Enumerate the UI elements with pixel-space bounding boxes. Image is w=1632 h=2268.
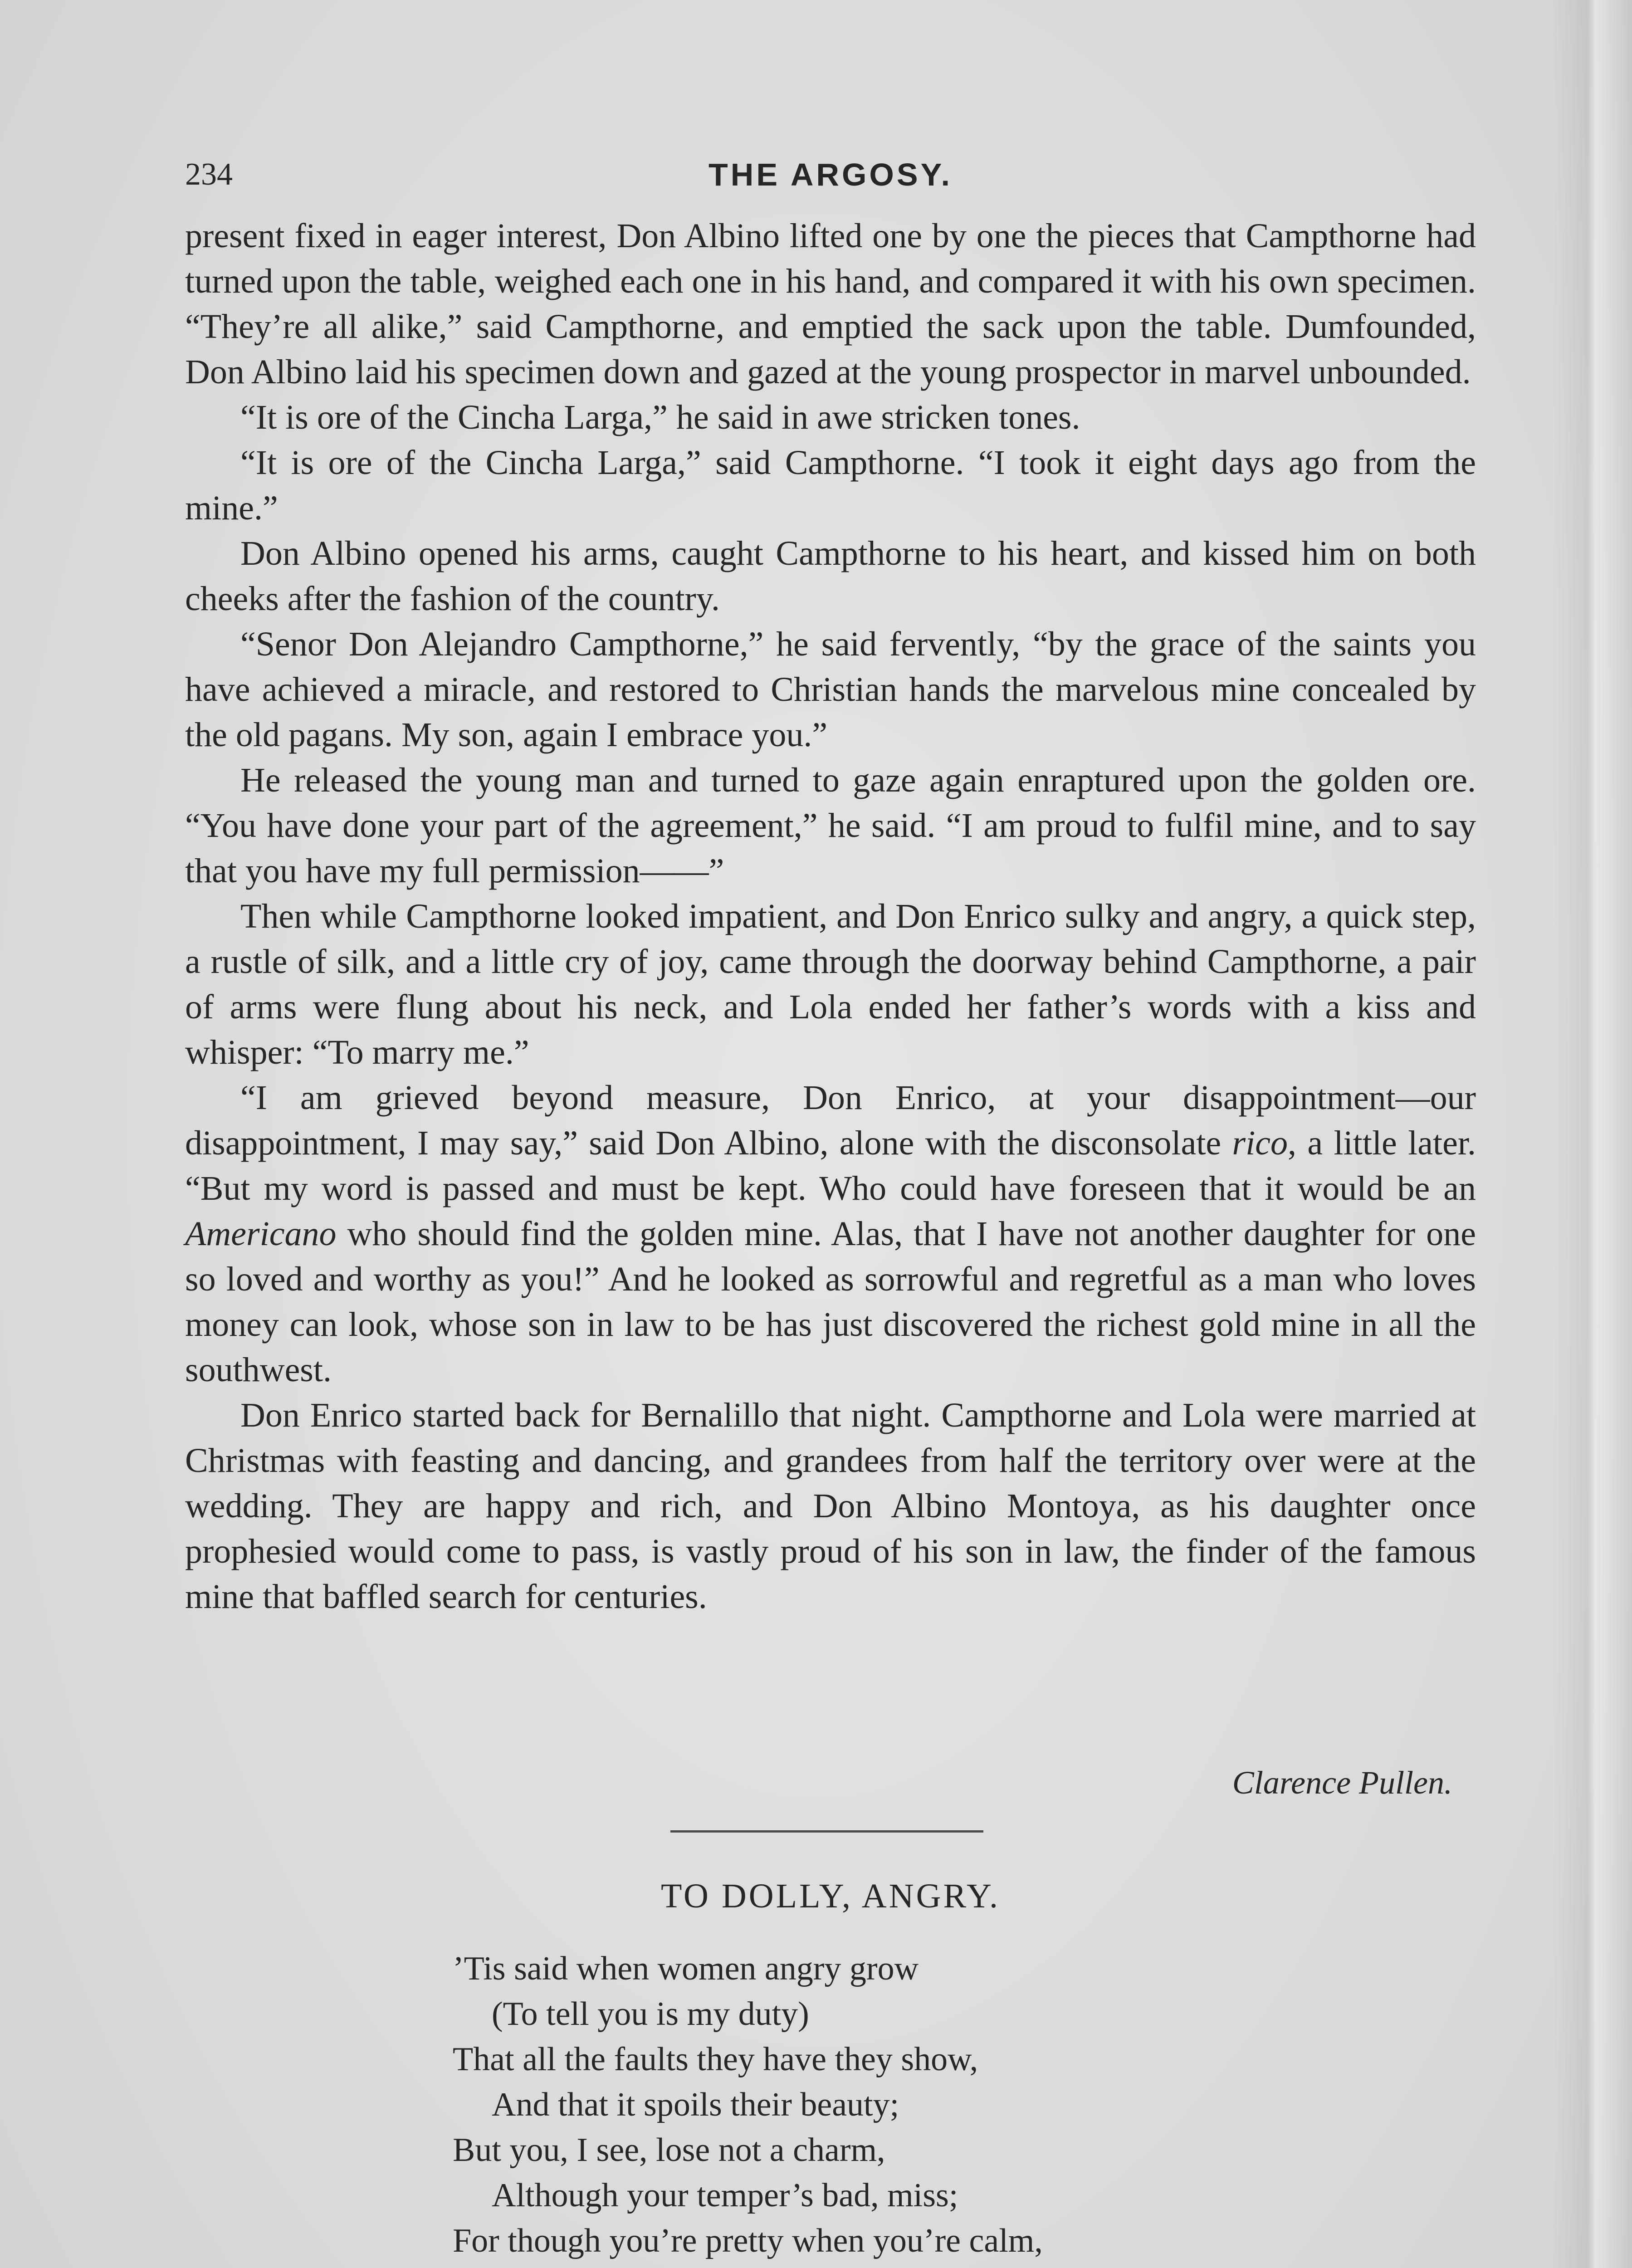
poem-line: (To tell you is my duty) (492, 1995, 809, 2033)
page-number: 234 (185, 157, 233, 192)
poem-line: ’Tis said when women angry grow (453, 1950, 919, 1987)
story-paragraph: Don Enrico started back for Bernalillo that night. Campthorne and Lola were married at Christmas with feasting and dancing, and grandees from half the territory over were at the wedding. They are happy and rich, and Don Albino Montoya, as his daughter once prophesied would come to pass, is vastly proud of his son in law, the finder of the famous mine that baffled search for centuries. (185, 1396, 1476, 1616)
poem-line: And that it spoils their beauty; (492, 2086, 899, 2123)
running-head: THE ARGOSY. (709, 157, 953, 192)
page-gutter-shadow (1551, 0, 1632, 2268)
poem-line (453, 2263, 1269, 2268)
story-author-signature: Clarence Pullen. (1232, 1765, 1452, 1801)
poem-line: For though you’re pretty when you’re calm, (453, 2222, 1043, 2259)
text-run: who should find the golden mine. Alas, that I have not another daughter for one so loved and worthy as you!” And he looked as sorrowful and regretful as a man who loves money can look, whose son in law to be has just discovered the richest gold mine in all the southwest. (185, 1215, 1476, 1389)
story-paragraph: Don Albino opened his arms, caught Campthorne to his heart, and kissed him on both cheeks after the fashion of the country. (185, 534, 1476, 618)
story-paragraph: He released the young man and turned to gaze again enraptured upon the golden ore. “You have done your part of the agreement,” he said. “I am proud to fulfil mine, and to say that you have my full permission——” (185, 761, 1476, 890)
italic-word: Americano (185, 1215, 337, 1253)
story-paragraph: present fixed in eager interest, Don Albino lifted one by one the pieces that Campthorne had turned upon the table, weighed each one in his hand, and compared it with his own specimen. “They’re all alike,” said Campthorne, and emptied the sack upon the table. Dumfounded, Don Albino laid his specimen down and gazed at the young prospector in marvel unbounded. (185, 217, 1476, 391)
story-paragraph: “It is ore of the Cincha Larga,” said Campthorne. “I took it eight days ago from the mine.” (185, 444, 1476, 527)
poem-title: TO DOLLY, ANGRY. (660, 1877, 1001, 1915)
story-body (185, 213, 1476, 1619)
story-paragraph (185, 1075, 1476, 1393)
story-paragraph: “Senor Don Alejandro Campthorne,” he said fervently, “by the grace of the saints you have achieved a miracle, and restored to Christian hands the marvelous mine concealed by the old pagans. My son, again I embrace you.” (185, 625, 1476, 754)
poem-line: That all the faults they have they show, (453, 2041, 978, 2078)
story-paragraph: “It is ore of the Cincha Larga,” he said in awe stricken tones. (240, 398, 1080, 436)
poem-line: Although your temper’s bad, miss; (492, 2177, 958, 2214)
page-header (185, 150, 1476, 200)
text-run: “I am grieved beyond measure, Don Enrico, at your disappointment—our disappointment, I may say,” said Don Albino, alone with the disconsolate (185, 1079, 1476, 1162)
poem-line: But you, I see, lose not a charm, (453, 2131, 885, 2169)
poem-body (453, 1946, 1269, 2268)
section-divider (670, 1830, 983, 1833)
story-paragraph: Then while Campthorne looked impatient, and Don Enrico sulky and angry, a quick step, a rustle of silk, and a little cry of joy, came through the doorway behind Campthorne, a pair of arms were flung about his neck, and Lola ended her father’s words with a kiss and whisper: “To marry me.” (185, 897, 1476, 1071)
text-run: , a little later. “But my word is passed and must be kept. Who could have foreseen that it would be an (185, 1124, 1476, 1207)
italic-word: rico (1232, 1124, 1288, 1162)
